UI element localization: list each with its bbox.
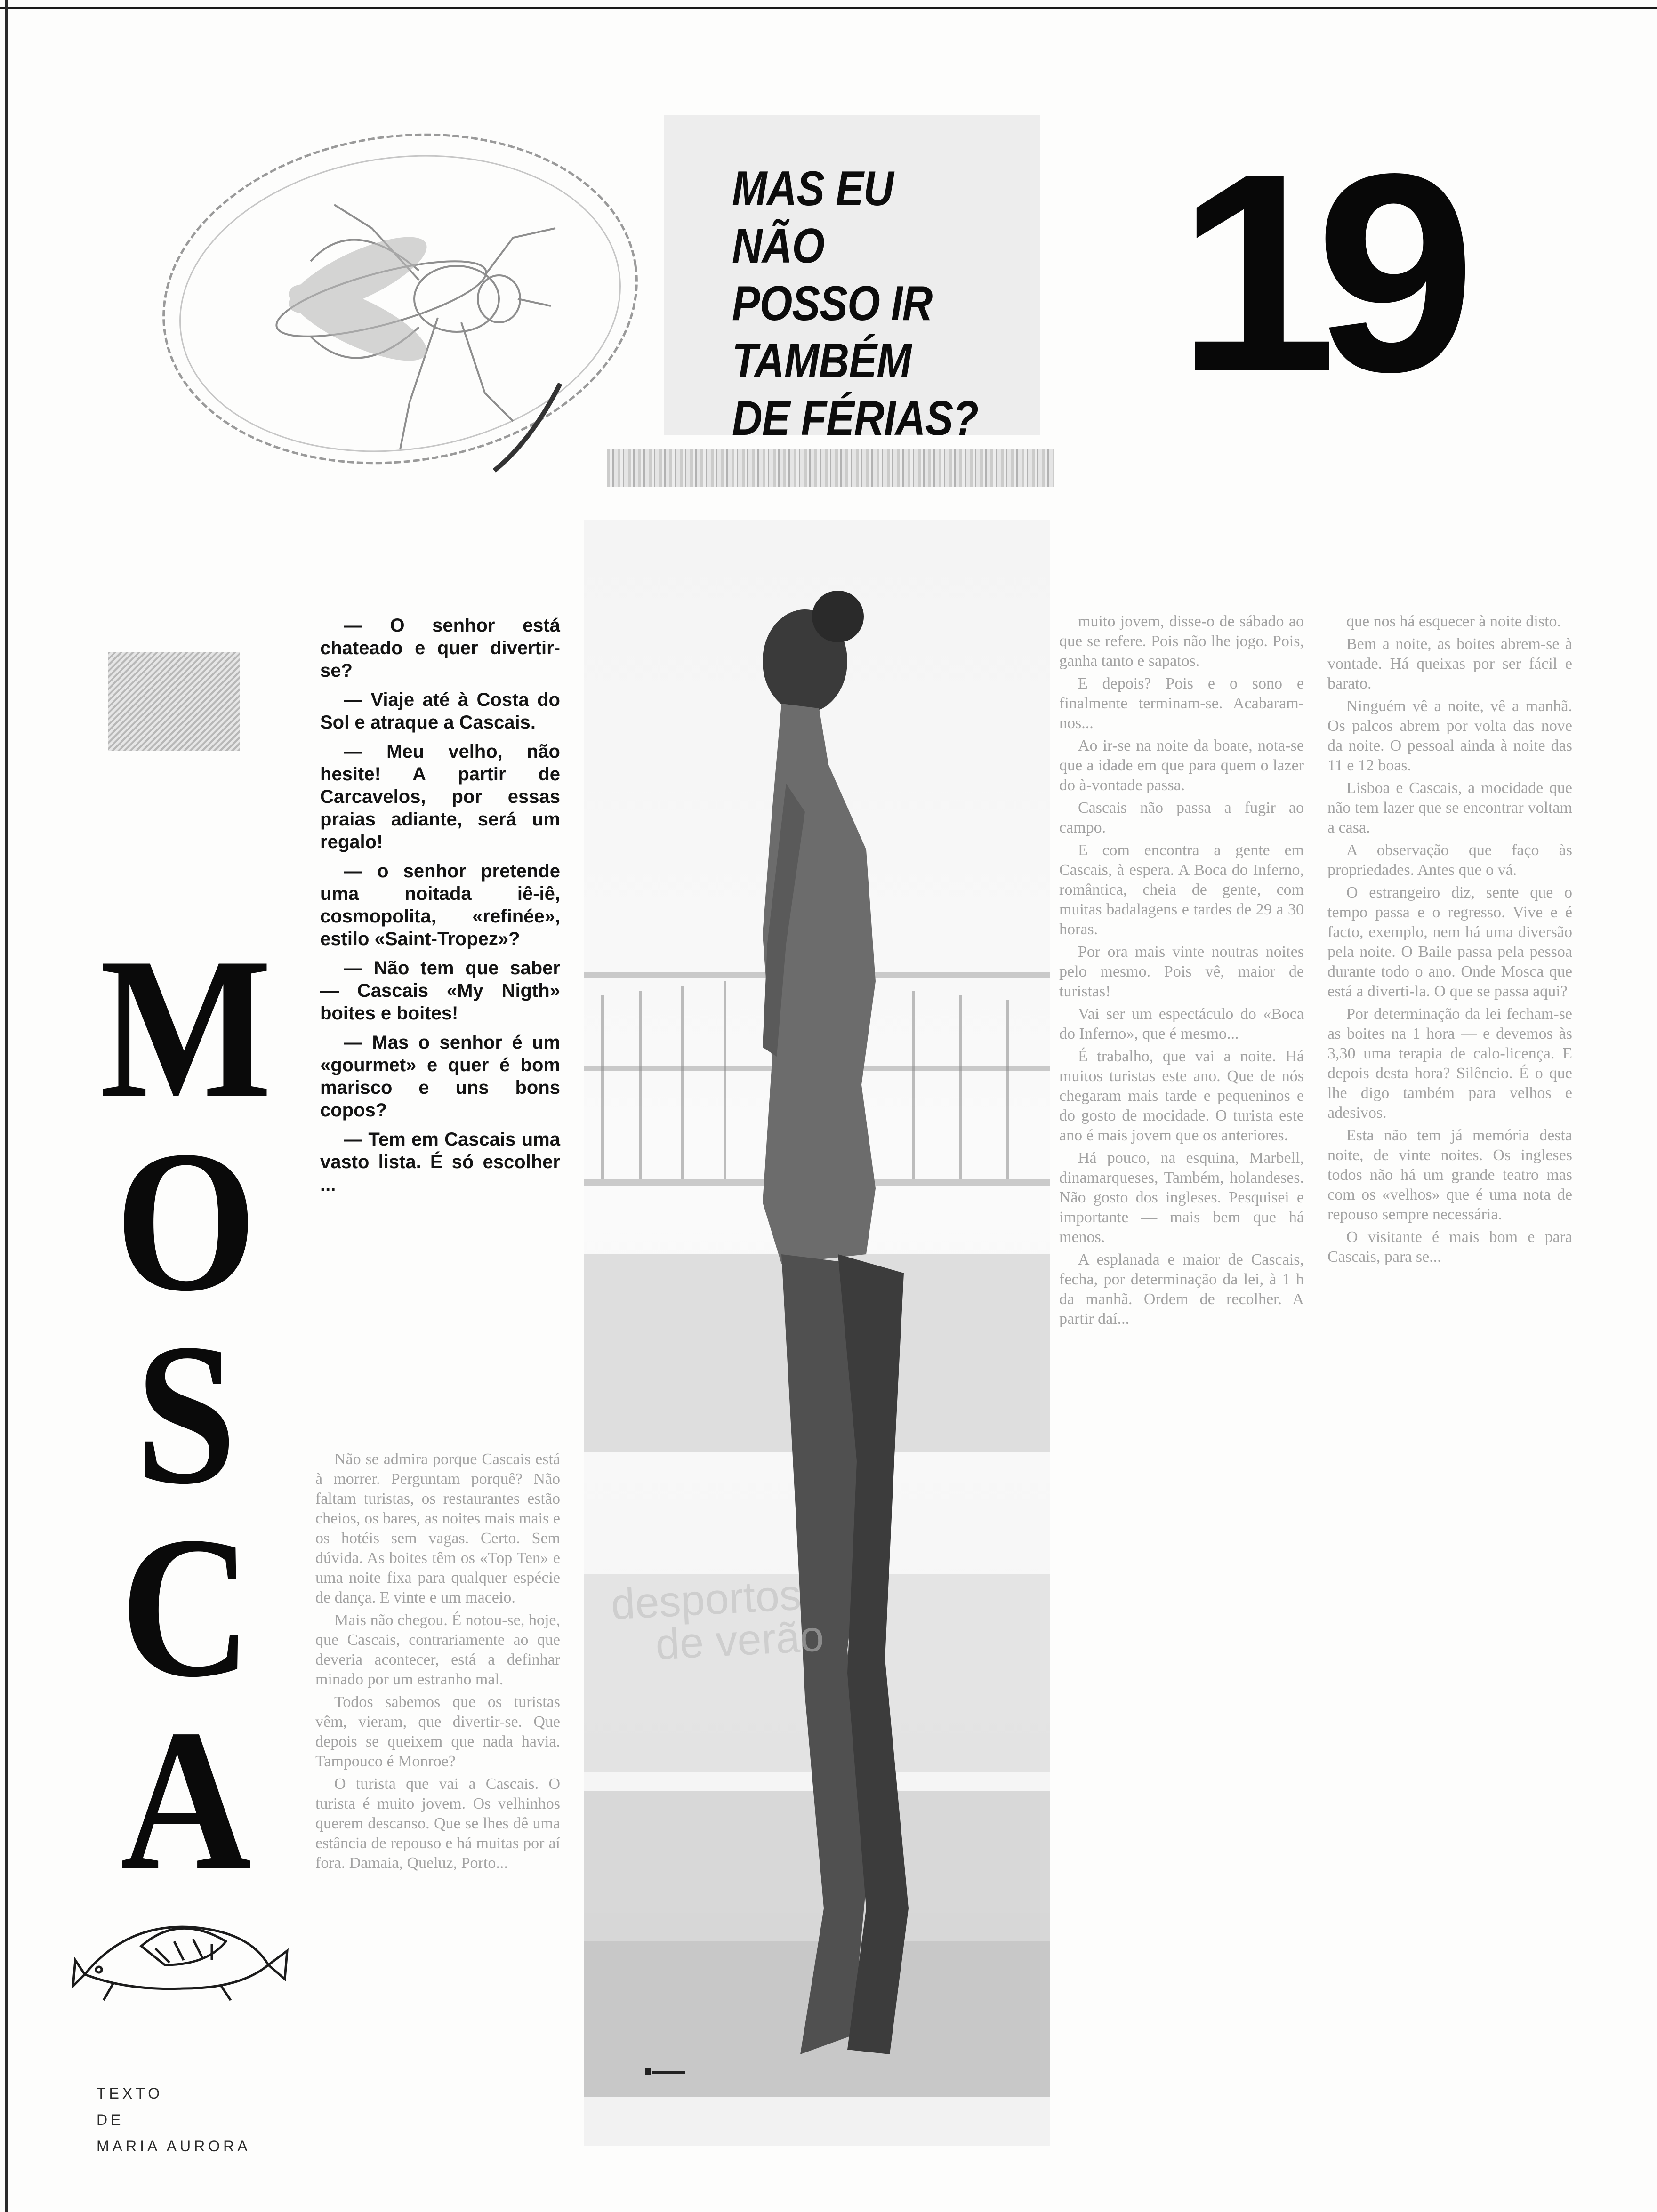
title-letter: O [115,1109,257,1333]
photo-caption [610,1570,878,1668]
title-letter: M [100,916,272,1140]
body-paragraph: Não se admira porque Cascais está à morrer. Perguntam porquê? Não faltam turistas, os restaurantes estão cheios, os bares, as noites mais mais e os hotéis sem vagas. Certo. Sem dúvida. As boites têm os «Top Ten» e uma noite fixa para qualquer espécie de dança. E vinte e um maceio. [315,1451,560,1606]
title-letter: C [120,1495,252,1719]
end-mark-dash [652,2071,685,2074]
body-paragraph: E com encontra a gente em Cascais, à espera. A Boca do Inferno, romântica, cheia de gente, com muitas badalagens e tardes de 29 a 30 horas. [1059,842,1304,938]
body-column-right [1327,612,1572,1270]
body-paragraph: O visitante é mais bom e para Cascais, para se... [1327,1228,1572,1266]
body-paragraph: Por ora mais vinte noutras noites pelo mesmo. Pois vê, maior de turistas! [1059,943,1304,1000]
top-rule [0,7,1657,9]
dialogue-paragraph: — Viaje até à Costa do Sol e atraque a Cascais. [320,689,560,733]
caption-line: de verão [654,1612,825,1669]
body-paragraph: Ninguém vê a noite, vê a manhã. Os palcos abrem por volta das nove da noite. O pessoal ainda à noite das 11 e 12 boas. [1327,697,1572,774]
body-paragraph: O estrangeiro diz, sente que o tempo passa e o regresso. Vive e é facto, exemplo, nem há uma diversão pela noite. O Baile passa pela pessoa durante todo o ano. Onde Mosca que está a diverti-la. O que se passa aqui? [1327,884,1572,1000]
dialogue-paragraph: — Tem em Cascais uma vasto lista. É só escolher ... [320,1129,560,1195]
body-paragraph: Bem a noite, as boites abrem-se à vontade. Há queixas por ser fácil e barato. [1327,635,1572,692]
end-mark-dot [645,2068,651,2075]
body-paragraph: Todos sabemos que os turistas vêm, vieram, que divertir-se. Que depois se queixem que nada havia. Tampouco é Monroe? [315,1693,560,1770]
dialogue-paragraph: — o senhor pretende uma noitada iê-iê, cosmopolita, «refinée», estilo «Saint-Tropez»? [320,861,560,949]
left-rule [5,0,8,2212]
body-paragraph: A esplanada e maior de Cascais, fecha, por determinação da lei, à 1 h da manhã. Ordem de recolher. A partir daí... [1059,1251,1304,1328]
body-paragraph: E depois? Pois e o sono e finalmente terminam-se. Acabaram-nos... [1059,675,1304,732]
byline-prep: DE [97,2111,124,2128]
body-paragraph: muito jovem, disse-o de sábado ao que se refere. Pois não lhe jogo. Pois, ganha tanto e sapatos. [1059,613,1304,670]
body-paragraph: Lisboa e Cascais, a mocidade que não tem lazer que se encontrar voltam a casa. [1327,779,1572,836]
photo-figure [584,520,1050,2146]
byline-label: TEXTO [97,2085,163,2102]
headline-line: POSSO IR [732,276,933,331]
halftone-block [108,652,240,751]
caption-line: desportos [610,1571,803,1629]
byline-author: MARIA AURORA [97,2138,251,2155]
title-letter: S [135,1302,237,1526]
body-column-middle [1059,612,1304,1332]
dialogue-paragraph: — Mas o senhor é um «gourmet» e quer é bom marisco e uns bons copos? [320,1032,560,1121]
dialogue-paragraph: — O senhor está chateado e quer divertir-se? [320,615,560,681]
byline [97,2080,285,2159]
page-number: 19 [1177,115,1454,431]
headline-line: DE FÉRIAS? [732,391,979,446]
body-paragraph: Esta não tem já memória desta noite, de vinte noites. Os ingleses todos não há um grande teatro mas com os «velhos» que é uma nota de repouso sempre necessária. [1327,1127,1572,1223]
halftone-strip [607,449,1054,487]
headline-line: MAS EU NÃO [732,161,893,273]
body-paragraph: O turista que vai a Cascais. O turista é muito jovem. Os velhinhos querem descanso. Que se lhes dê uma estância de repouso e há muitas por aí fora. Damaia, Queluz, Porto... [315,1775,560,1872]
photo-woman-standing [584,520,1050,2146]
dialogue-paragraph: — Não tem que saber — Cascais «My Nigth» boites e boites! [320,958,560,1024]
headline [732,160,991,447]
body-paragraph: A observação que faço às propriedades. Antes que o vá. [1327,842,1572,879]
dialogue-paragraph: — Meu velho, não hesite! A partir de Carcavelos, por essas praias adiante, será um regalo! [320,741,560,852]
title-letter: A [120,1688,252,1912]
headline-line: TAMBÉM [732,334,911,388]
dialogue-column [320,614,560,1202]
body-paragraph: Há pouco, na esquina, Marbell, dinamarqueses, Também, holandeses. Não gosto dos ingleses. Pesquisei e importante — mais bem que há menos. [1059,1149,1304,1246]
body-paragraph: É trabalho, que vai a noite. Há muitos turistas este ano. Que de nós chegaram mais tarde e pequeninos e do gosto de mocidade. O turista este ano é mais jovem que os anteriores. [1059,1048,1304,1144]
body-paragraph: Mais não chegou. É notou-se, hoje, que Cascais, contrariamente ao que deveria acontecer, está a definhar minado por um estranho mal. [315,1611,560,1688]
body-column-left [315,1450,560,1876]
body-paragraph: Ao ir-se na noite da boate, nota-se que a idade em que para quem o lazer do à-vontade passa. [1059,737,1304,794]
body-paragraph: Cascais não passa a fugir ao campo. [1059,799,1304,836]
fly-illustration [155,120,645,492]
body-paragraph: Vai ser um espectáculo do «Boca do Inferno», que é mesmo... [1059,1005,1304,1042]
turtle-sketch [71,1894,292,2003]
body-paragraph: Por determinação da lei fecham-se as boites na 1 hora — e devemos às 3,30 uma terapia de calo-licença. E depois desta hora? Silêncio. É o que lhe digo também para velhos e adesivos. [1327,1005,1572,1122]
body-paragraph: que nos há esquecer à noite disto. [1346,613,1561,630]
